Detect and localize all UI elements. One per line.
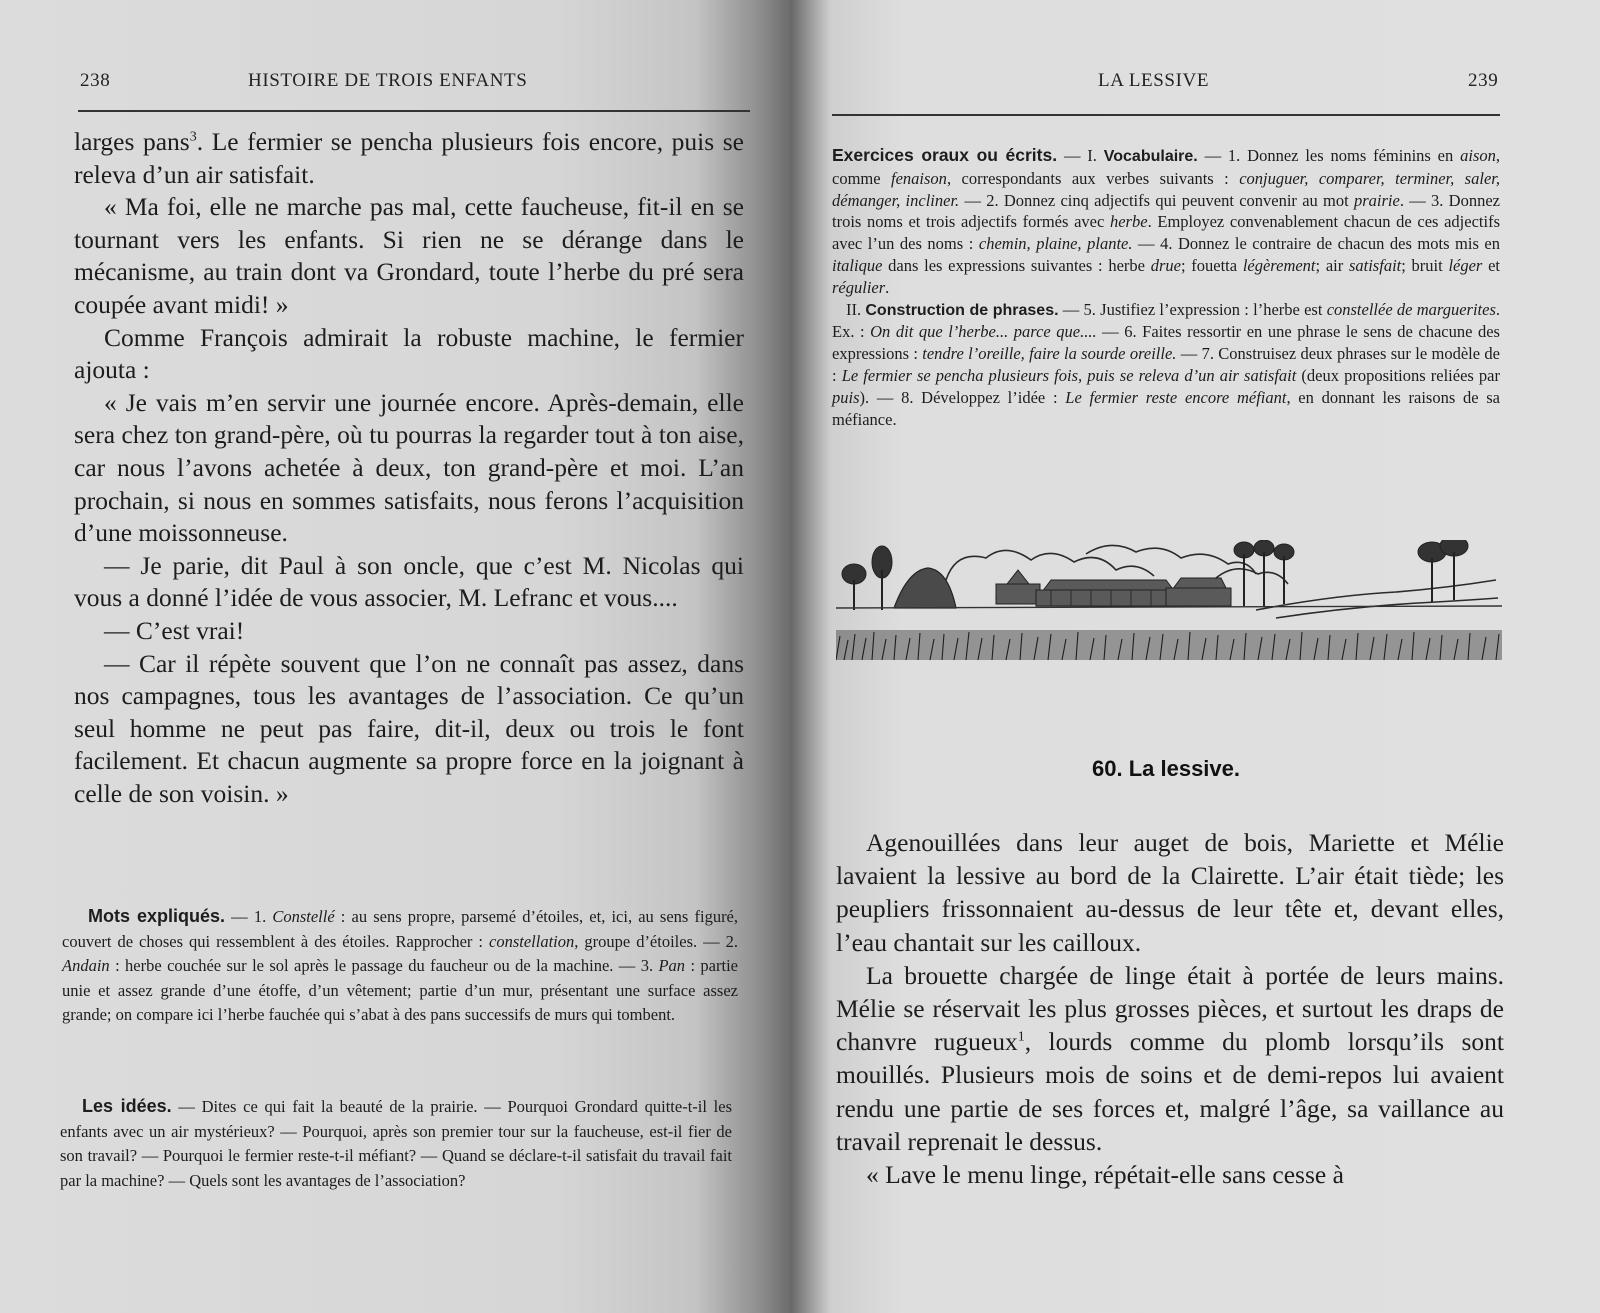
paragraph: — C’est vrai! (104, 615, 245, 645)
exercices-paragraph-2 (832, 299, 1500, 431)
text-run: Pan (658, 956, 686, 975)
text-run: , en donnant les raisons de sa méfiance. (832, 387, 1501, 429)
text-run: Construction de phrases. (865, 301, 1059, 319)
paragraph: — Car il répète souvent que l’on ne connaît pas assez, dans nos campagnes, tous les avantages de l’association. Ce qu’un seul homme ne peut pas faire, dit-il, deux ou trois le font facilement. Et chacun augmente sa propre force en la joignant à celle de son voisin. » (74, 648, 744, 808)
paragraph: larges pans$^3$. Le fermier se pencha plusieurs fois encore, puis se releva d’un air satisfait. (74, 127, 744, 189)
text-run: Le fermier reste encore méfiant (1065, 387, 1287, 407)
running-head-left: HISTOIRE DE TROIS ENFANTS (248, 70, 528, 91)
les-idees-text: — Dites ce qui fait la beauté de la prairie. — Pourquoi Grondard quitte-t-il les enfants avec un air mystérieux? — Pourquoi, après son premier tour sur la faucheuse, est-il fier de son travail? — Pourquoi le fermier reste-t-il méfiant? — Quand se déclare-t-il satisfait du travail fait par la machine? — Quels sont les avantages de l’association? (60, 1097, 733, 1190)
text-run: . Ex. : (832, 299, 1500, 342)
text-run: (deux propositions reliées par (1296, 365, 1500, 385)
les-idees (60, 1094, 732, 1193)
paragraph: « Lave le menu linge, répétait-elle sans cesse à (866, 1160, 1344, 1190)
mots-expliques (62, 904, 738, 1028)
text-run: — 1. Donnez les noms féminins en (1197, 146, 1461, 165)
text-run: : partie unie et assez grande d’une étoffe, d’un vêtement; partie d’un mur, présentant une surface assez grande; on compare ici l’herbe fauchée qui s’abat à des pans successifs de murs qui tombent. (62, 956, 738, 1024)
text-run: prairie (1354, 190, 1400, 210)
header-rule-right (832, 114, 1500, 116)
text-run: Vocabulaire. (1103, 148, 1198, 165)
paragraph: La brouette chargée de linge était à portée de leurs mains. Mélie se réservait les plus grosses pièces, et surtout les draps de chanvre rugueux$^1$, lourds comme du plomb lorsqu’ils sont mouillés. Plusieurs mois de soins et de demi-repos lui avaient rendu une partie de ses forces et, malgré l’âge, sa vaillance au travail reprenait le dessus. (836, 960, 1504, 1156)
text-run: On dit que l’herbe... parce que.... (870, 322, 1097, 342)
text-run: ; air (1315, 255, 1349, 275)
les-idees-heading: Les idées. (82, 1096, 172, 1116)
text-run: Le fermier se pencha plusieurs fois, puis se releva d’un air satisfait (841, 365, 1297, 385)
landscape-illustration (836, 540, 1502, 666)
text-run: — I. (1057, 146, 1104, 165)
exercices (832, 145, 1500, 430)
text-run: : herbe couchée sur le sol après le passage du faucheur ou de la machine. — 3. (109, 956, 659, 975)
text-run: italique (832, 255, 883, 275)
running-head-right: LA LESSIVE (1098, 70, 1210, 91)
text-run: — 2. Donnez cinq adjectifs qui peuvent convenir au mot (959, 190, 1354, 210)
header-rule-left (78, 110, 750, 112)
paragraph: « Je vais m’en servir une journée encore. Après-demain, elle sera chez ton grand-père, où tu pourras la regarder tout à ton aise, car nous l’avons achetée à deux, ton grand-père et moi. L’an prochain, si nous en sommes satisfaits, nous ferons l’acquisition d’une moissonneuse. (74, 387, 744, 548)
text-run: , comme (832, 146, 1500, 188)
text-run: ; fouetta (1180, 255, 1243, 275)
text-run: fenaison (891, 168, 947, 188)
text-run: , groupe d’étoiles. — 2. (574, 931, 739, 951)
text-run: . (885, 277, 890, 297)
text-run: herbe (1109, 212, 1148, 232)
text-run: constellation (489, 931, 575, 951)
text-run: conjuguer, comparer, terminer, saler, démanger, incliner. (832, 168, 1500, 210)
text-run: — 4. Donnez le contraire de chacun des mots mis en (1132, 234, 1501, 254)
left-body-text (74, 126, 744, 810)
text-run: ). — 8. Développez l’idée : (859, 387, 1066, 407)
text-run: satisfait (1348, 255, 1402, 275)
text-run: aison (1460, 146, 1496, 165)
text-run: — 7. Construisez deux phrases sur le modèle de : (832, 344, 1500, 385)
text-run: légèrement (1242, 255, 1316, 275)
mots-expliques-heading: Mots expliqués. (88, 906, 226, 926)
text-run: régulier (832, 277, 886, 297)
paragraph: — Je parie, dit Paul à son oncle, que c’est M. Nicolas qui vous a donné l’idée de vous associer, M. Lefranc et vous.... (74, 550, 744, 613)
text-run: puis (832, 387, 860, 407)
text-run: — 5. Justifiez l’expression : l’herbe est (1058, 299, 1327, 319)
text-run: . Employez convenablement chacun de ces adjectifs avec l’un des noms : (832, 212, 1500, 254)
page-number-left: 238 (80, 70, 111, 91)
footnote-ref: 1 (1017, 1029, 1025, 1045)
text-run: Constellé (272, 907, 335, 926)
footnote-ref: 3 (189, 129, 197, 145)
text-run: drue (1150, 255, 1181, 275)
text-run: — 6. Faites ressortir en une phrase le sens de chacune des expressions : (832, 322, 1500, 364)
chapter-title: 60. La lessive. (1092, 756, 1240, 781)
text-run: ; bruit (1401, 255, 1449, 275)
text-run: dans les expressions suivantes : herbe (882, 255, 1151, 275)
paragraph: Comme François admirait la robuste machine, le fermier ajouta : (74, 322, 744, 385)
text-run: — 1. (225, 907, 273, 926)
text-run: et (1482, 255, 1500, 275)
page-number-right: 239 (1468, 70, 1499, 91)
paragraph: Agenouillées dans leur auget de bois, Mariette et Mélie lavaient la lessive au bord de la Clairette. L’air était tiède; les peupliers frissonnaient au-dessus de leur tête et, devant elles, l’eau chantait sur les cailloux. (836, 828, 1504, 957)
text-run: léger (1448, 255, 1483, 275)
text-run: Andain (62, 956, 110, 975)
text-run: , correspondants aux verbes suivants : (946, 168, 1240, 188)
text-run: II. (846, 299, 866, 319)
text-run: : au sens propre, parsemé d’étoiles, et, ici, au sens figuré, couvert de choses qui ressemblent à des étoiles. Rapprocher : (62, 907, 739, 951)
exercices-heading: Exercices oraux ou écrits. (832, 145, 1058, 165)
text-run: . — 3. Donnez trois noms et trois adjectifs formés avec (832, 190, 1500, 232)
paragraph: « Ma foi, elle ne marche pas mal, cette faucheuse, fit-il en se tournant vers les enfants. Si rien ne se dérange dans le mécanisme, au train dont va Grondard, toute l’herbe du pré sera coupée avant midi! » (74, 192, 744, 319)
exercices-paragraph-1 (832, 145, 1500, 299)
text-run: constellée de marguerites (1326, 299, 1496, 319)
text-run: tendre l’oreille, faire la sourde oreille. (922, 344, 1177, 364)
text-run: chemin, plaine, plante. (978, 234, 1133, 254)
right-body-text (836, 826, 1504, 1191)
